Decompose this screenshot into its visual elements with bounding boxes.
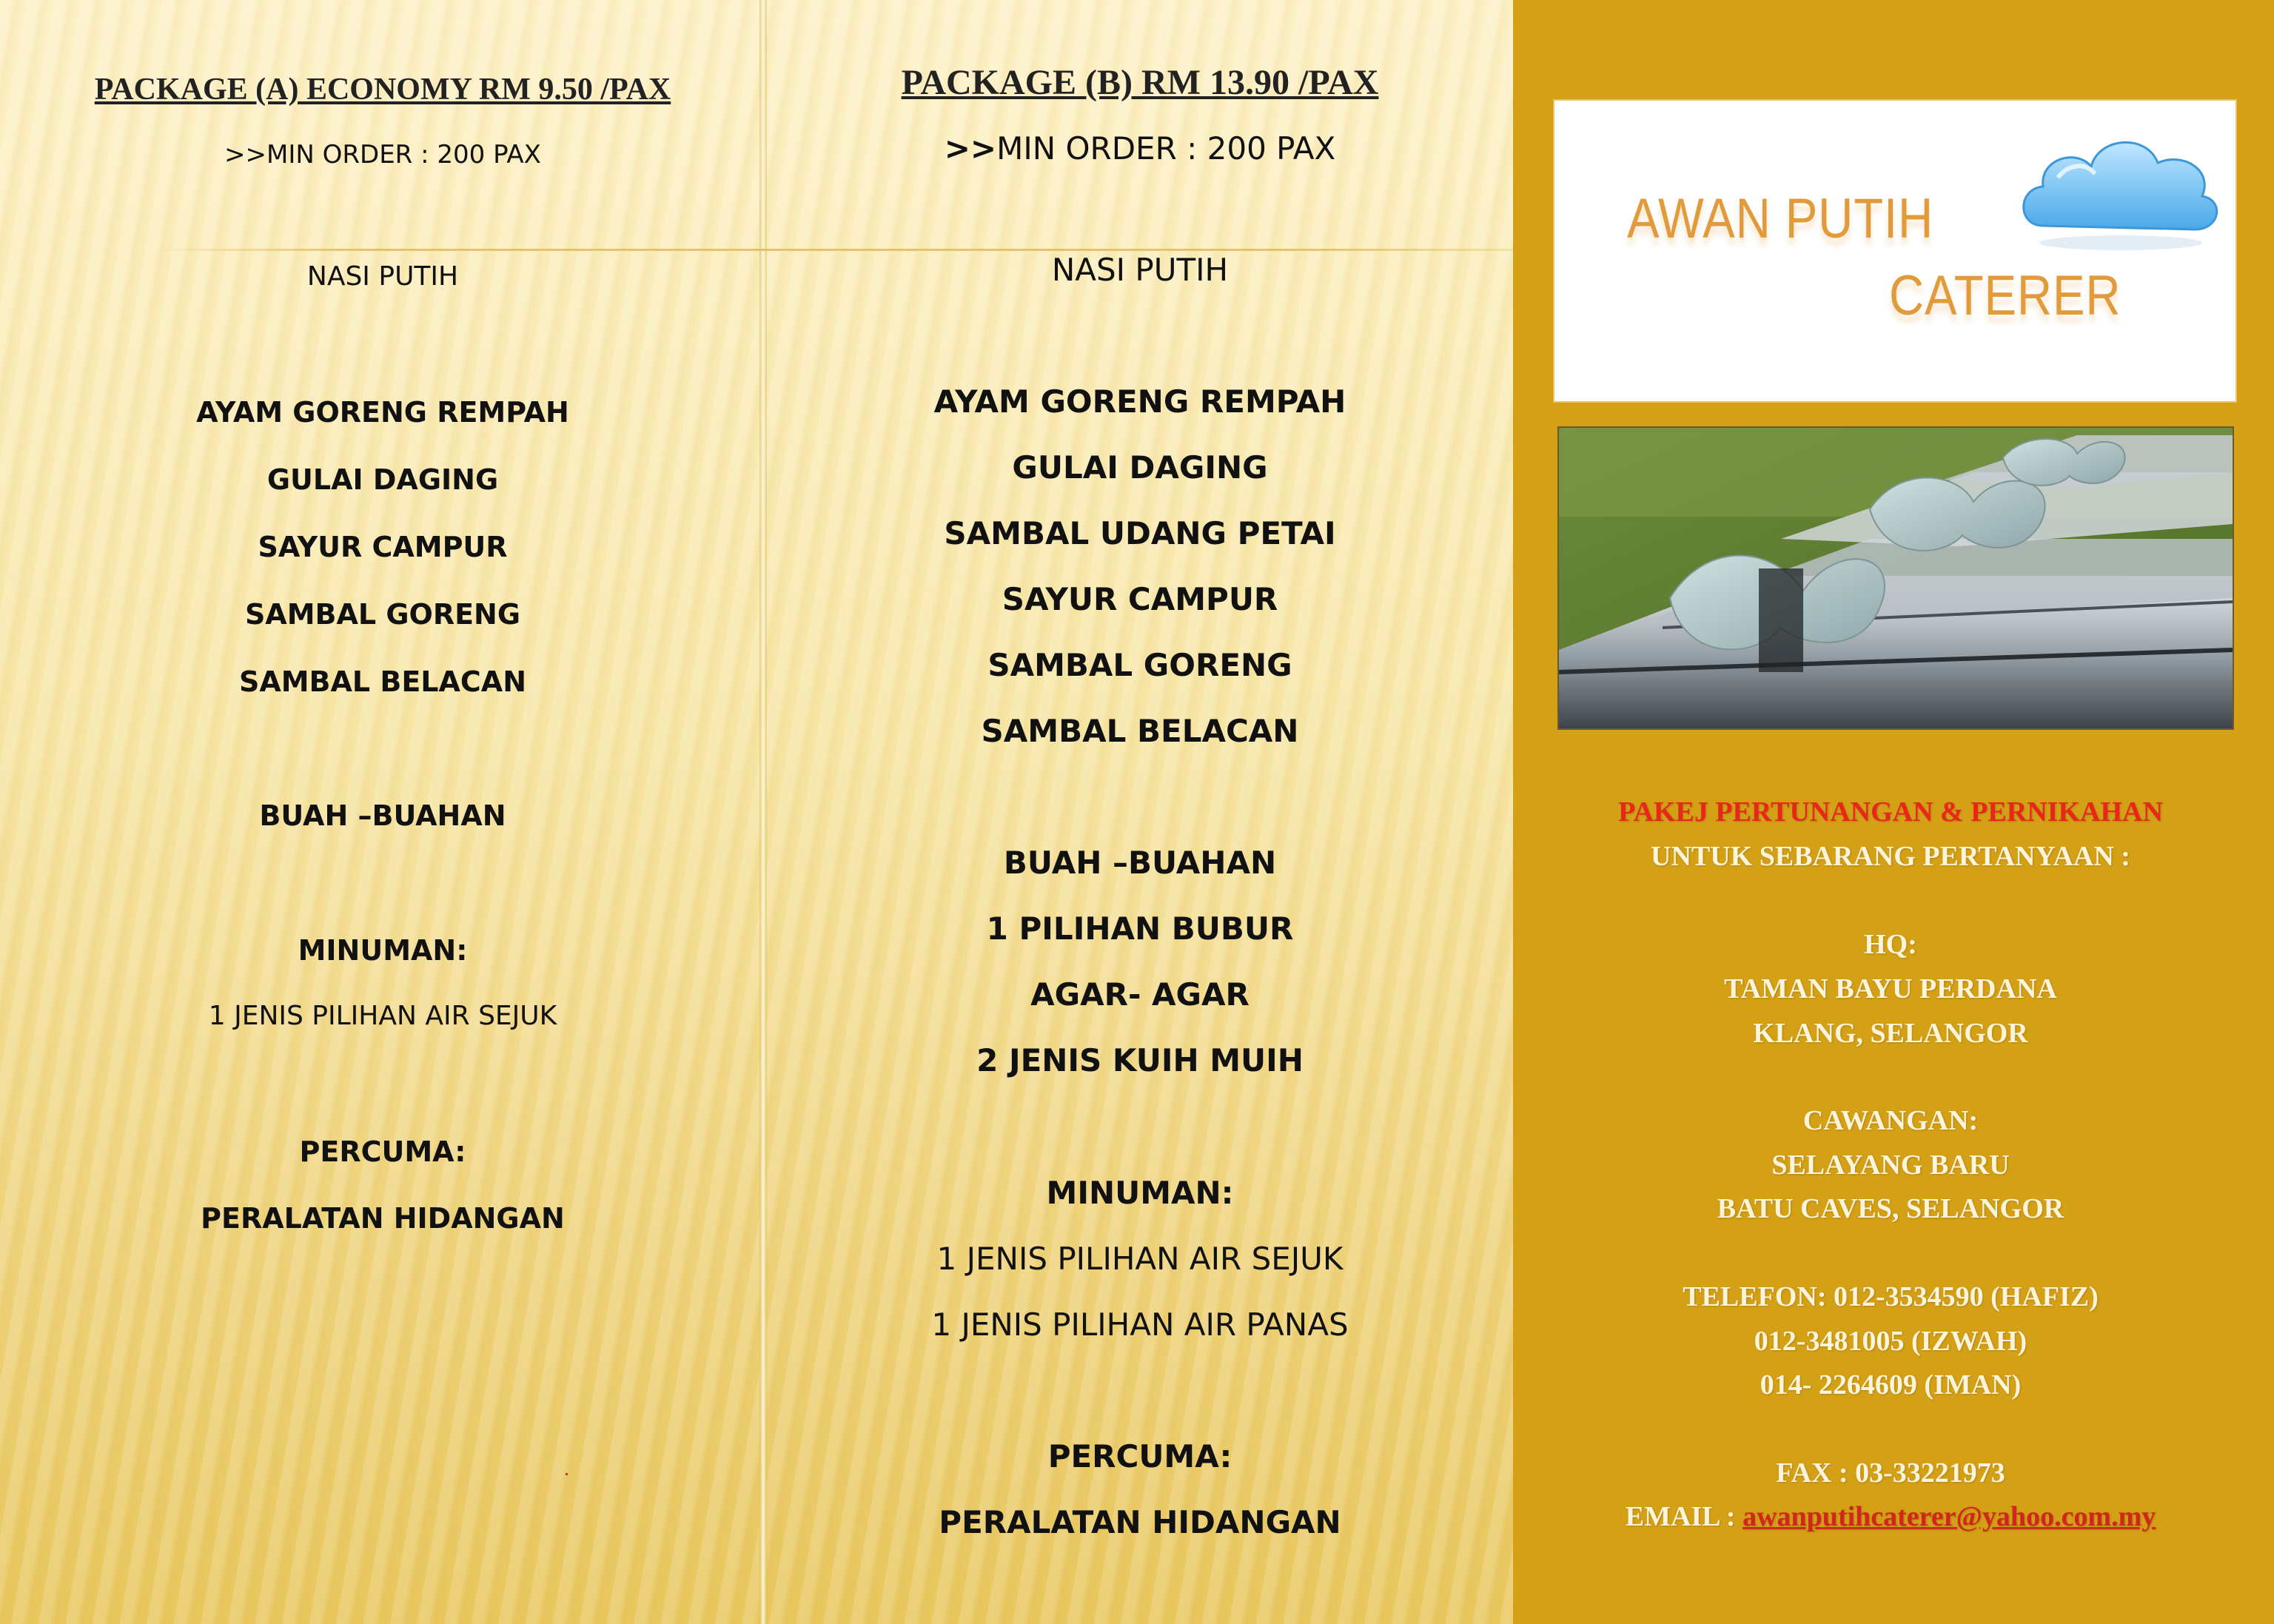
min-order-text: MIN ORDER : 200 PAX — [996, 130, 1336, 167]
hq-address-line: TAMAN BAYU PERDANA — [1724, 973, 2057, 1004]
package-b-extra: 2 JENIS KUIH MUIH — [976, 1042, 1304, 1078]
logo — [1553, 99, 2237, 403]
package-a-free-heading: PERCUMA: — [299, 1135, 466, 1168]
brand-name-line-1: AWAN PUTIH — [1627, 187, 1934, 250]
package-b-drink: 1 JENIS PILIHAN AIR SEJUK — [936, 1241, 1344, 1277]
package-b-dish: GULAI DAGING — [1012, 449, 1268, 486]
package-a-dish: SAMBAL GORENG — [244, 598, 521, 631]
catering-photo — [1557, 426, 2234, 730]
package-a-dish: SAMBAL BELACAN — [238, 665, 527, 698]
email-label: EMAIL : — [1625, 1501, 1743, 1532]
hq-heading: HQ: — [1864, 929, 1917, 960]
branch-address-line: SELAYANG BARU — [1771, 1150, 2010, 1181]
package-a-drinks-heading: MINUMAN: — [298, 934, 468, 967]
brand-name-line-2: CATERER — [1889, 264, 2122, 327]
branch-heading: CAWANGAN: — [1802, 1105, 1979, 1136]
phone-number: 012-3534590 (HAFIZ) — [1833, 1281, 2099, 1312]
package-b-title: PACKAGE (B) RM 13.90 /PAX — [901, 63, 1379, 102]
package-b-free-item: PERALATAN HIDANGAN — [939, 1504, 1341, 1540]
package-a-free-item: PERALATAN HIDANGAN — [201, 1202, 565, 1235]
hq-address-line: KLANG, SELANGOR — [1753, 1018, 2028, 1049]
package-b-dish: SAYUR CAMPUR — [1002, 581, 1278, 617]
header-divider — [148, 249, 1513, 251]
package-b-dish: SAMBAL GORENG — [987, 647, 1292, 683]
min-order-prefix: >> — [944, 130, 997, 167]
package-b-dish: AYAM GORENG REMPAH — [933, 383, 1346, 420]
package-b-dish: SAMBAL BELACAN — [981, 713, 1299, 749]
phone-line — [1543, 1283, 2238, 1311]
package-b-dish: SAMBAL UDANG PETAI — [944, 515, 1336, 551]
package-a-fruit: BUAH –BUAHAN — [259, 799, 506, 832]
package-b-free-heading: PERCUMA: — [1047, 1438, 1232, 1474]
package-b-drinks-heading: MINUMAN: — [1046, 1175, 1234, 1211]
package-b-rice: NASI PUTIH — [1051, 252, 1229, 288]
chafing-dish-image — [1559, 428, 2233, 728]
fax-number: FAX : 03-33221973 — [1776, 1457, 2005, 1489]
package-b-extra: BUAH –BUAHAN — [1003, 845, 1277, 881]
branch-address-line: BATU CAVES, SELANGOR — [1717, 1193, 2065, 1224]
package-a-rice: NASI PUTIH — [306, 261, 459, 292]
column-divider — [759, 0, 767, 1624]
phone-number: 014- 2264609 (IMAN) — [1760, 1369, 2022, 1400]
enquiry-label: UNTUK SEBARANG PERTANYAAN : — [1651, 841, 2130, 872]
package-b-drink: 1 JENIS PILIHAN AIR PANAS — [931, 1306, 1349, 1343]
info-panel — [1513, 0, 2274, 1624]
package-b-extra: AGAR- AGAR — [1030, 976, 1250, 1013]
package-a-dish: AYAM GORENG REMPAH — [196, 396, 569, 429]
cloud-icon — [2013, 118, 2228, 259]
phone-label: TELEFON: — [1683, 1281, 1834, 1312]
package-b-min-order — [785, 130, 1495, 167]
stray-dot — [566, 1473, 568, 1475]
email-link[interactable]: awanputihcaterer@yahoo.com.my — [1743, 1501, 2156, 1532]
phone-number: 012-3481005 (IZWAH) — [1754, 1326, 2028, 1357]
package-headline: PAKEJ PERTUNANGAN & PERNIKAHAN — [1618, 796, 2163, 828]
package-a-dish: GULAI DAGING — [266, 463, 499, 496]
email-line — [1543, 1503, 2238, 1531]
package-a-dish: SAYUR CAMPUR — [258, 531, 508, 563]
package-a-title: PACKAGE (A) ECONOMY RM 9.50 /PAX — [94, 73, 671, 107]
package-a-drink: 1 JENIS PILIHAN AIR SEJUK — [208, 1001, 557, 1031]
package-a-min-order: >>MIN ORDER : 200 PAX — [224, 140, 541, 170]
package-b-extra: 1 PILIHAN BUBUR — [986, 910, 1294, 947]
